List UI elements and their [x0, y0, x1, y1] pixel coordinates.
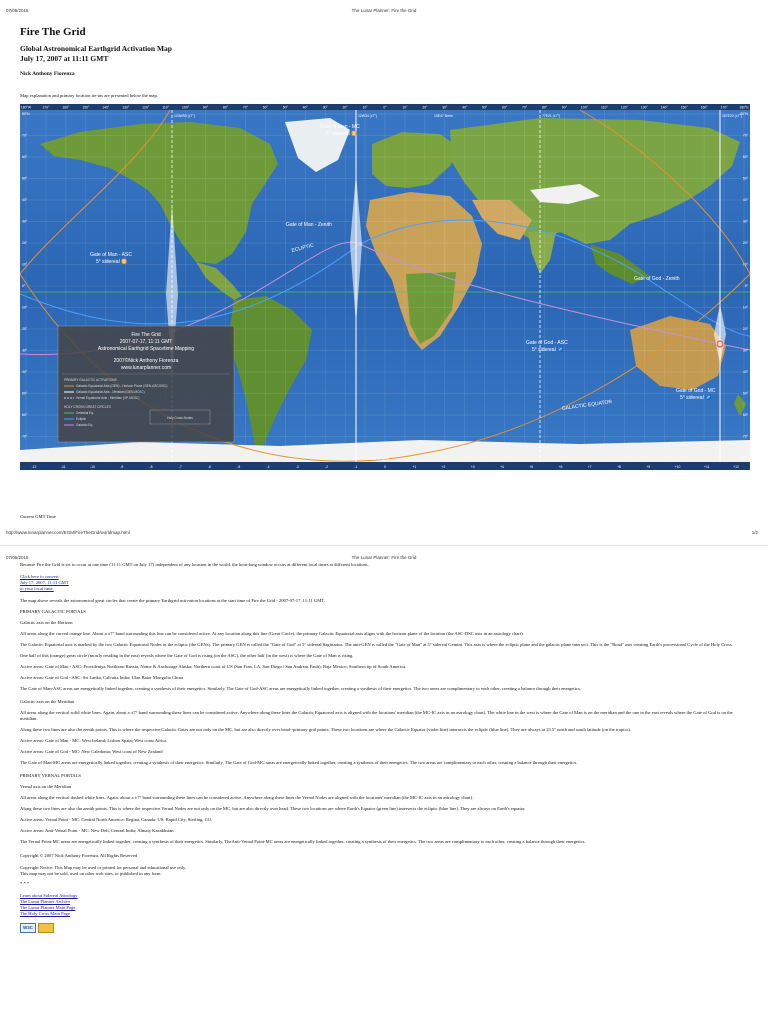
- label-gate-god-asc-sub: 5° sidereal ♐: [532, 347, 564, 353]
- lat-tick-left: 30°: [22, 348, 28, 353]
- lat-tick-right: 60°: [742, 413, 748, 417]
- info-title: Fire The Grid: [131, 332, 161, 338]
- lon-tick: 180°E: [739, 105, 749, 110]
- para-meridian-4: Active areas: Gate of God - MC: New Caledonia; West coast of New Zealand: [20, 749, 163, 754]
- legend-item-6: Galactic Eq.: [76, 423, 94, 427]
- lon-tick: 140°: [660, 105, 668, 110]
- map-subtitle-1: Global Astronomical Earthgrid Activation Map: [20, 44, 172, 53]
- tz-tick: +4: [500, 465, 504, 469]
- label-gate-god-zenith: Gate of God - Zenith: [634, 276, 680, 282]
- lon-tick: 180°W: [20, 105, 32, 110]
- lat-tick-right: 20°: [742, 327, 748, 331]
- lon-tick: 80°: [541, 105, 548, 110]
- para-meridian-2: Along these two lines are also the zenith points. This is where the respective Galactic Gates are not only on the MC, but are also directly over head--primary grid points. These two locations are where the Galactic Equator (violet line) intersects the ecliptic (blue line). They are always at 23.5° north and south latitude (on the tropics).: [20, 727, 632, 732]
- lat-tick-right: 40°: [742, 198, 748, 202]
- lon-tick: 100°: [182, 105, 190, 110]
- tz-tick: -1: [354, 465, 358, 469]
- tz-tick: -5: [237, 465, 241, 469]
- lon-tick: 20°: [422, 105, 428, 110]
- meridian-top-label: 12W34 (±7°): [358, 114, 378, 118]
- heading-vernal-meridian: Vernal axis on the Meridian: [20, 784, 72, 789]
- lat-tick-left: 10°: [22, 305, 28, 310]
- lat-tick-left: 80°S: [22, 456, 30, 460]
- legend-head-1: PRIMARY GALACTIC ACTIVATIONS: [64, 378, 117, 382]
- lon-tick: 40°: [462, 105, 468, 110]
- footer-url[interactable]: http://www.lunarplanner.com/EGM/FireTheGrid/worldmap.html: [6, 530, 130, 535]
- lon-tick: 130°: [122, 105, 130, 110]
- lon-tick: 120°: [620, 105, 628, 110]
- tz-tick: -8: [149, 465, 153, 469]
- heading-galactic: PRIMARY GALACTIC PORTALS: [20, 609, 86, 614]
- lon-tick: 10°: [402, 105, 408, 110]
- lat-tick-right: 50°: [742, 391, 748, 396]
- lon-tick: 70°: [242, 105, 248, 110]
- legend-item-4: Celestial Eq.: [76, 411, 94, 415]
- lat-tick-right: 10°: [742, 305, 748, 310]
- para-vernal-5: The Vernal Point-MC areas are energetically linked together, creating a synthesis of their energetics. Similarly, TheAnti-Vernal Point-MC areas are energetically linked together, creating a synthesis of their energetics. The two areas are complimentary to each other, creating a balance through their energetics.: [20, 839, 586, 844]
- lat-tick-right: 70°: [742, 133, 748, 138]
- lon-tick: 170°: [720, 105, 728, 110]
- lat-tick-right: 40°: [742, 370, 748, 374]
- lon-tick: 50°: [482, 105, 488, 110]
- label-gate-man-zenith: Gate of Man - Zenith: [286, 222, 332, 228]
- meridian-top-label: 167E20 (±7°): [722, 114, 742, 118]
- lon-tick: 160°: [700, 105, 708, 110]
- lat-tick-right: 20°: [742, 241, 748, 245]
- para-meridian-3: Active areas: Gate of Man - MC: West Ireland; Lisbon Spain; West coast Africa: [20, 738, 167, 743]
- lat-tick-right: 30°: [742, 348, 748, 353]
- lat-tick-left: 40°: [22, 370, 28, 374]
- lon-tick: 130°: [640, 105, 648, 110]
- meridian-top-label: 15E47 Nerm: [434, 114, 454, 118]
- tz-tick: +2: [441, 465, 446, 469]
- para-horizon-2: The Galactic Equatorial axis is marked by the two Galactic Equatorial Nodes in the ecliptic (the GENs). The primary GEN is called the "Gate of God" at 5° sidereal Sagittarius. The anti-GEN is called the "Gate of Man" at 5° sidereal Gemini. This axis is where the ecliptic plane and the galactic plane intersect. This is the "Road" axis creating Earth's processional Cycle of the Holy Cross.: [20, 642, 733, 647]
- lat-tick-right: 60°: [742, 155, 748, 159]
- tz-tick: +1: [412, 465, 417, 469]
- info-date: 2007-07-17, 11:11 GMT: [119, 339, 173, 345]
- lon-tick: 100°: [580, 105, 588, 110]
- tz-tick: -7: [178, 465, 182, 469]
- link-sidereal[interactable]: Learn about Sidereal Astrology: [20, 893, 78, 898]
- lon-tick: 140°: [102, 105, 110, 110]
- tz-tick: +11: [704, 465, 710, 469]
- tz-tick: -10: [90, 465, 95, 469]
- map-subtitle-2: July 17, 2007 at 11:11 GMT: [20, 54, 109, 63]
- tz-tick: +3: [470, 465, 475, 469]
- lat-tick-left: 30°: [22, 219, 28, 224]
- lon-tick: 150°: [82, 105, 90, 110]
- tz-tick: +6: [558, 465, 563, 469]
- tz-tick: -6: [207, 465, 212, 469]
- lat-tick-right: 70°: [742, 434, 748, 439]
- valid-html-badge[interactable]: [38, 923, 54, 933]
- lon-tick: 110°: [601, 105, 608, 110]
- info-copyright: 2007©Nick Anthony Fiorenza: [113, 358, 179, 364]
- info-subtitle: Astronomical Earthgrid Spacetime Mapping: [97, 346, 195, 352]
- lon-tick: 0°: [383, 105, 387, 110]
- lat-tick-left: 60°: [22, 413, 28, 417]
- print-title: The Lunar Planner: Fire the Grid: [351, 8, 417, 13]
- heading-meridian: Galactic axis on the Meridian: [20, 699, 75, 704]
- legend-item-1: Galactic Equatorial Axis (GEN) - Horizon Plane (GEN-ASC/DSC): [76, 384, 168, 388]
- lon-tick: 40°: [302, 105, 308, 110]
- para-meridian-1: All areas along the vertical solid white lines. Again, about a ±7° band surrounding these lines can be considered active. Anywhere along these lines the Galactic Equatorial axis is aligned with the locations' meridian (the MC-IC axis in an astrology chart). The white line in the west is where the Gate of Man is on the meridian and the one in the east reveals where the Gate of God is on the meridian.: [20, 710, 733, 721]
- tz-tick: +7: [587, 465, 592, 469]
- legend-head-2: HOLY CROSS GREAT CIRCLES: [64, 405, 111, 409]
- lat-tick-left: 70°: [22, 434, 28, 439]
- legend-nodes: Holy Cross Nodes: [167, 416, 193, 420]
- tz-tick: -2: [324, 465, 329, 469]
- lat-tick-left: 10°: [22, 262, 28, 267]
- earthgrid-map: [20, 104, 750, 470]
- legend-item-5: Ecliptic: [76, 417, 87, 421]
- para-map: The map above reveals the astronomical great circles that create the primary Earthgrid activation locations at the start time of Fire the Grid - 2007-07-17, 11:11 GMT.: [20, 598, 325, 603]
- lon-tick: 50°: [282, 105, 288, 110]
- tz-tick: -4: [266, 465, 270, 469]
- para-vernal-1: All areas along the vertical dashed white lines. Again, about a ±7° band surrounding these lines can be considered active. Anywhere along these lines the Vernal Nodes are aligned with the locations' meridian (the MC-IC axis in an astrology chart).: [20, 795, 474, 800]
- lon-tick: 90°: [561, 105, 568, 110]
- current-time-label: Current GMT Time: [20, 514, 56, 519]
- tz-tick: +12: [733, 465, 739, 469]
- tz-tick: -3: [295, 465, 299, 469]
- label-galactic-equator: GALACTIC EQUATOR: [561, 398, 613, 412]
- para-horizon-1: All areas along the curved orange line. About a ±7° band surrounding this line can be considered active. At any location along this line (Great Circle), the primary Galactic Equatorial axis aligns with the horizon plane of the location (the ASC-DSC axis in an astrology chart).: [20, 631, 524, 636]
- para-horizon-3: One half of this (orange) great circle (mostly residing in the east) reveals where the Gate of God is rising (on the ASC), the other half (in the west) is where the Gate of Man is rising.: [20, 653, 354, 658]
- lat-tick-left: 70°: [22, 133, 28, 138]
- article-body: [20, 562, 744, 933]
- lat-tick-right: 30°: [742, 219, 748, 224]
- lat-tick-left: 0°: [22, 284, 26, 288]
- notice-2: This map may not be sold, used on other web sites, or published in any form.: [20, 871, 162, 876]
- lon-tick: 110°: [162, 105, 169, 110]
- lat-tick-right: 50°: [742, 176, 748, 181]
- tz-tick: +9: [646, 465, 651, 469]
- w3c-badge[interactable]: W3C: [20, 923, 36, 933]
- lon-tick: 30°: [442, 105, 448, 110]
- lon-tick: 10°: [362, 105, 368, 110]
- print-date: 07/05/2015: [6, 8, 29, 13]
- legend-item-2: Galactic Equatorial Axis - Meridian (GEN-MC/IC): [76, 390, 145, 394]
- label-gate-man-mc: Gate of Man - MC: [320, 124, 360, 130]
- lat-tick-right: 80°S: [740, 456, 748, 460]
- meridian-top-label: 77E21 (±7°): [542, 114, 561, 118]
- tz-tick: -11: [60, 465, 66, 469]
- lon-tick: 90°: [202, 105, 209, 110]
- lon-tick: 60°: [502, 105, 508, 110]
- lat-tick-left: 20°: [22, 241, 28, 245]
- legend-item-3: Vernal Equatorial Axis - Meridian (VP-MC/IC): [76, 396, 140, 400]
- lon-tick: 80°: [222, 105, 229, 110]
- w3c-badges[interactable]: [20, 923, 744, 933]
- lon-tick: 150°: [680, 105, 688, 110]
- lat-tick-left: 20°: [22, 327, 28, 331]
- info-site: www.lunarplanner.com: [120, 365, 172, 371]
- heading-vernal: PRIMARY VERNAL PORTALS: [20, 773, 81, 778]
- map-intro: Map explanation and primary location tie-ins are presented below the map.: [20, 93, 158, 98]
- tz-tick: +5: [529, 465, 534, 469]
- lon-tick: 30°: [322, 105, 328, 110]
- label-gate-man-mc-sub: 5° sidereal ♊: [326, 131, 358, 137]
- lat-tick-right: 0°: [744, 284, 748, 288]
- label-ecliptic: ECLIPTIC: [291, 242, 315, 254]
- lat-tick-left: 60°: [22, 155, 28, 159]
- map-info-box: [58, 326, 234, 442]
- meridian-top-label: 103W90 (±7°): [174, 114, 195, 118]
- lat-tick-right: 10°: [742, 262, 748, 267]
- lat-tick-right: 80°N: [740, 112, 748, 116]
- para-horizon-5: Active areas: Gate of God - ASC: Sri Lanka, Calcutta India; Ulan Bator Mongolia China: [20, 675, 183, 680]
- tz-tick: +10: [674, 465, 681, 469]
- link-main-page[interactable]: The Lunar Planner Main Page: [20, 905, 76, 910]
- link-convert[interactable]: Click here to convert: [20, 574, 59, 579]
- label-gate-man-asc-sub: 5° sidereal ♊: [96, 259, 128, 265]
- para-vernal-2: Along these two lines are also the zenith points. This is where the respective Vernal Nodes are not only on the MC, but are also directly over head. These two locations are where Earth's Equator (green line) intersects the ecliptic (blue line). They are always on Earth's equator.: [20, 806, 526, 811]
- lat-tick-left: 80°N: [22, 112, 30, 116]
- link-convert-local[interactable]: to your local time.: [20, 586, 54, 591]
- label-gate-god-mc-sub: 5° sidereal ♐: [680, 395, 712, 401]
- para-horizon-6: The Gate of Man-ASC areas are energetically linked together, creating a synthesis of their energetics. Similarly, The Gate of God-ASC areas are energetically linked together, creating a synthesis of their energetics. The two areas are complimentary to each other, creating a balance through their energetics.: [20, 686, 581, 691]
- lat-tick-left: 50°: [22, 176, 28, 181]
- footer-page: 1/2: [751, 530, 758, 535]
- heading-horizon: Galactic axis on the Horizon: [20, 620, 73, 625]
- lon-tick: 120°: [142, 105, 150, 110]
- label-gate-god-mc: Gate of God - MC: [676, 388, 716, 394]
- author: Nick Anthony Fiorenza: [20, 71, 75, 77]
- print-date-2: 07/05/2015: [6, 555, 29, 560]
- link-convert-date[interactable]: July 17, 2007, 11:11 GMT: [20, 580, 69, 585]
- stars-divider: * * *: [20, 881, 30, 886]
- lat-tick-left: 50°: [22, 391, 28, 396]
- label-gate-god-asc: Gate of God - ASC: [526, 340, 568, 346]
- link-holy-cross[interactable]: The Holy Cross Main Page: [20, 911, 71, 916]
- lat-tick-left: 40°: [22, 198, 28, 202]
- lon-tick: 70°: [522, 105, 528, 110]
- lon-tick: 60°: [262, 105, 268, 110]
- notice-1: Copyright Notice: This Map may be used or printed for personal and educational use only.: [20, 865, 187, 870]
- link-archive[interactable]: The Lunar Planner Archive: [20, 899, 71, 904]
- label-time-zones: TIME ZONES: [368, 457, 389, 461]
- lon-tick: 20°: [342, 105, 348, 110]
- tz-tick: -12: [31, 465, 37, 469]
- page-title: Fire The Grid: [20, 26, 86, 38]
- para-horizon-4: Active areas: Gate of Man - ASC: Providentya Northeast Russia; Nome & Anchorage Alaska; Northern coast of US (San Fran, LA, San Diego / San Andreas Fault); Baja Mexico; Southern tip of South America.: [20, 664, 407, 669]
- tz-tick: +8: [617, 465, 621, 469]
- para-intro: Because Fire the Grid is set to occur at one time (11:11 GMT on July 17) independent of any location in the world, the hour-long window occurs at different local times at different locations.: [20, 562, 369, 567]
- lon-tick: 170°: [42, 105, 50, 110]
- label-gate-man-asc: Gate of Man - ASC: [90, 252, 132, 258]
- tz-tick: -9: [120, 465, 124, 469]
- para-vernal-4: Active areas: Anti-Vernal Point - MC: New Deli, Central India; Almaty Kazakhstan: [20, 828, 174, 833]
- copyright: Copyright © 2007 Nick Anthony Fiorenza, All Rights Reserved: [20, 853, 138, 858]
- para-meridian-5: The Gate of Man-MC areas are energetically linked together, creating a synthesis of their energetics. Similarly, The Gate of God-MC areas are energetically linked together, creating a synthesis of their energetics. The two areas are complimentary to each other, creating a balance through their energetics.: [20, 760, 578, 765]
- para-vernal-3: Active areas: Vernal Point - MC: Central North America: Regina, Canada; US: Rapid City, Sterling, CO,: [20, 817, 213, 822]
- lon-tick: 160°: [62, 105, 70, 110]
- tz-tick: 0: [384, 465, 386, 469]
- print-title-2: The Lunar Planner: Fire the Grid: [351, 555, 417, 560]
